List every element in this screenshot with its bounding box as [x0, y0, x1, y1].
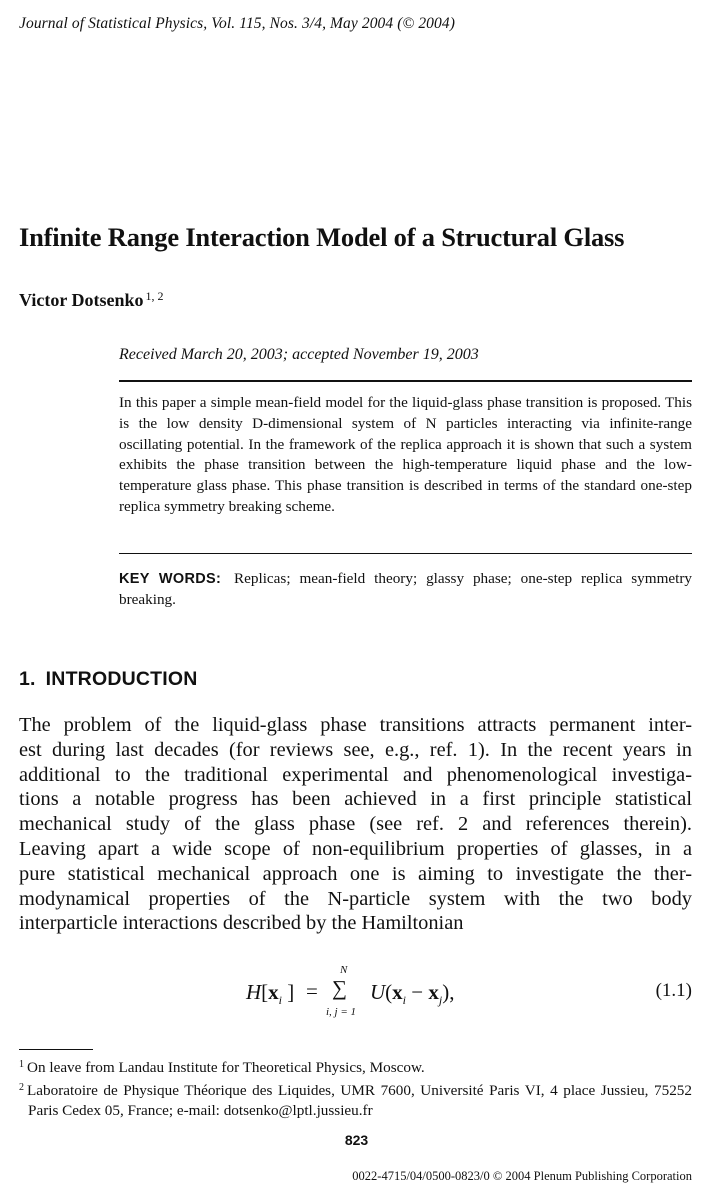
- abstract-top-rule: [119, 380, 692, 382]
- footnote-2: [19, 1078, 692, 1121]
- sum-symbol: ∑: [332, 976, 347, 1000]
- footnote-rule: [19, 1049, 93, 1050]
- sum-upper-limit: N: [340, 964, 348, 976]
- hamiltonian-equation: [0, 960, 713, 1022]
- body-line: additional to the traditional experimental and phenomenological investiga-: [19, 763, 692, 786]
- section-heading: [19, 668, 198, 691]
- keywords-label: KEY WORDS:: [119, 571, 222, 587]
- body-line: Leaving apart a wide scope of non-equilibrium properties of glasses, in a: [19, 837, 692, 860]
- body-line: est during last decades (for reviews see, e.g., ref. 1). In the recent years in: [19, 738, 692, 761]
- author-affiliation-marks: 1, 2: [145, 289, 164, 303]
- body-line: modynamical properties of the N-particle system with the two body: [19, 887, 692, 910]
- paper-title: Infinite Range Interaction Model of a Structural Glass: [19, 222, 625, 252]
- footnote-mark: 2: [19, 1082, 24, 1093]
- footnote-mark: 1: [19, 1059, 24, 1070]
- keywords-block: [119, 569, 692, 611]
- equation-lhs: $H[x_i$ ]: [246, 980, 295, 1008]
- body-line: pure statistical mechanical approach one is aiming to investigate the ther-: [19, 862, 692, 885]
- abstract-bottom-rule: [119, 553, 692, 554]
- introduction-paragraph: [19, 713, 692, 936]
- abstract: In this paper a simple mean-field model for the liquid-glass phase transition is proposed. This is the low density D-dimensional system of N particles interacting via infinite-range oscillating potential. In the framework of the replica approach it is shown that such a system exhibits the phase transition between the high-temperature liquid phase and the low-temperature glass phase. This phase transition is described in terms of the standard one-step replica symmetry breaking scheme.: [119, 394, 692, 515]
- equation-number: (1.1): [655, 980, 692, 1001]
- footnote-text: On leave from Landau Institute for Theoretical Physics, Moscow.: [27, 1059, 425, 1076]
- author-name: Victor Dotsenko: [19, 290, 144, 310]
- received-dates: Received March 20, 2003; accepted November 19, 2003: [119, 346, 479, 363]
- footnote-text: Laboratoire de Physique Théorique des Liquides, UMR 7600, Université Paris VI, 4 place Jussieu, 75252 Paris Cedex 05, France; e-mail: dotsenko@lptl.jussieu.fr: [27, 1082, 692, 1119]
- body-line: The problem of the liquid-glass phase transitions attracts permanent inter-: [19, 714, 692, 736]
- author-line: [19, 289, 164, 311]
- equation-equals: =: [306, 979, 318, 1003]
- section-title: INTRODUCTION: [45, 668, 198, 690]
- footnotes: [19, 1055, 692, 1121]
- body-line: tions a notable progress has been achieved in a first principle statistical: [19, 788, 692, 811]
- body-line: mechanical study of the glass phase (see ref. 2 and references therein).: [19, 813, 692, 836]
- body-line: interparticle interactions described by the Hamiltonian: [19, 912, 464, 935]
- journal-header: Journal of Statistical Physics, Vol. 115, Nos. 3/4, May 2004 (© 2004): [19, 15, 455, 32]
- footnote-1: [19, 1055, 692, 1078]
- keywords-text: Replicas; mean-field theory; glassy phase; one-step replica symmetry breaking.: [119, 570, 692, 608]
- sum-lower-limit: i, j = 1: [326, 1006, 357, 1018]
- copyright-line: 0022-4715/04/0500-0823/0 © 2004 Plenum Publishing Corporation: [352, 1169, 692, 1183]
- equation-rhs: $U(x_i - x_j)$,: [370, 980, 455, 1008]
- section-number: 1.: [19, 668, 36, 690]
- page-number: 823: [344, 1132, 369, 1148]
